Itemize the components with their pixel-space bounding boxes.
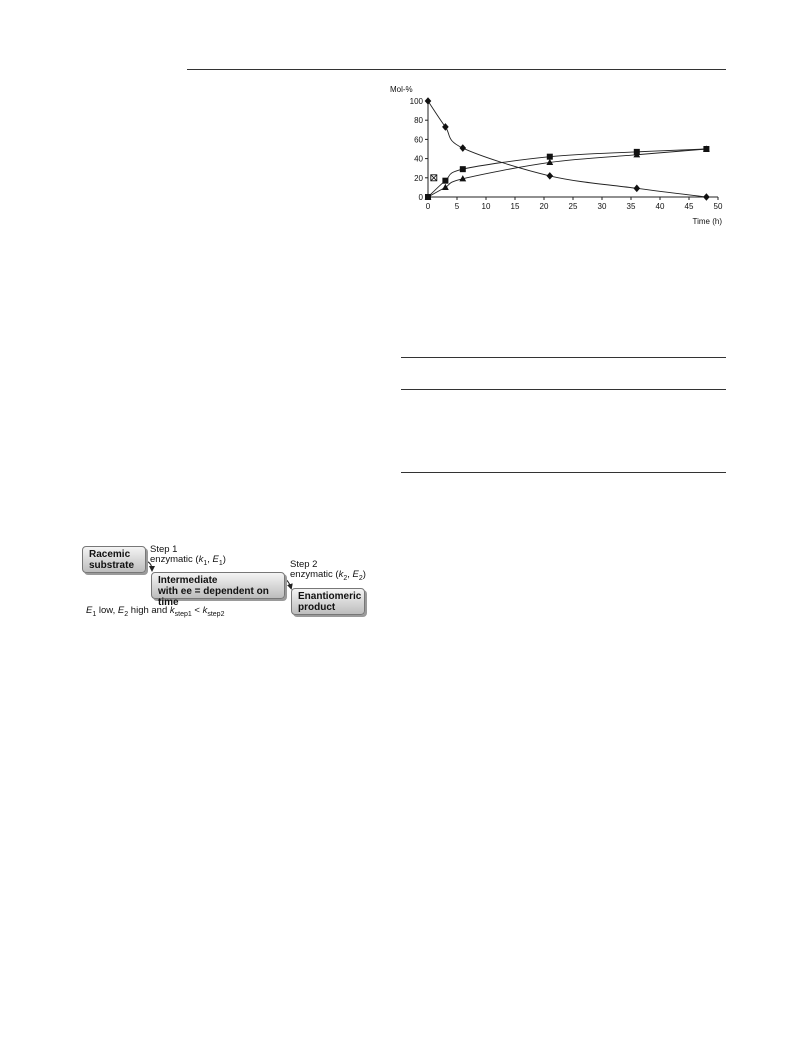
cond-e1: E <box>86 605 93 616</box>
x-tick-label: 10 <box>481 202 491 211</box>
y-axis-label: Mol-% <box>390 85 413 94</box>
racemic-substrate-box <box>82 546 146 573</box>
x-tick-label: 5 <box>454 202 460 211</box>
diamond-point <box>703 193 710 201</box>
racemic-label: Racemic <box>89 549 131 560</box>
step1-title: Step 1 <box>150 544 178 555</box>
triangle-series-line <box>428 149 706 197</box>
step1-detail <box>150 555 226 569</box>
y-tick-label: 0 <box>418 193 423 202</box>
x-tick-label: 15 <box>510 202 520 211</box>
step2-e: E <box>352 569 359 580</box>
header-rule <box>187 69 726 70</box>
step1-e: E <box>212 554 219 565</box>
diamond-series-line <box>428 101 706 197</box>
x-tick-label: 40 <box>655 202 665 211</box>
crossed-square-point <box>431 175 437 181</box>
intermediate-box <box>151 572 285 608</box>
reaction-scheme <box>80 540 380 630</box>
cond-low: low, <box>96 605 118 616</box>
step2-k-sub: 2 <box>343 574 348 582</box>
x-tick-label: 25 <box>568 202 578 211</box>
cond-e1-sub: 1 <box>92 610 97 618</box>
x-tick-label: 50 <box>713 202 723 211</box>
step1-comma: , <box>207 554 213 565</box>
enantiomeric-label: Enantiomeric <box>298 591 362 602</box>
x-tick-label: 0 <box>425 202 431 211</box>
cond-e2: E <box>117 605 125 616</box>
cond-k-step1-sub: step1 <box>174 610 192 618</box>
square-point <box>442 178 448 184</box>
y-tick-label: 100 <box>409 97 423 106</box>
intermediate-ee-label: with ee = dependent on time <box>158 586 269 608</box>
diamond-point <box>547 172 554 180</box>
cond-high: high and <box>128 605 170 616</box>
square-series-line <box>428 149 706 197</box>
diamond-point <box>634 185 641 193</box>
y-tick-label: 20 <box>414 173 423 183</box>
step1-text: enzymatic ( <box>150 554 199 565</box>
enantiomeric-product-box <box>291 588 365 615</box>
x-tick-label: 35 <box>626 202 636 211</box>
step2-detail <box>290 570 366 584</box>
step2-k: k <box>338 569 344 580</box>
table-bottom-rule <box>401 472 726 473</box>
chart-ticks <box>410 97 723 211</box>
step1-label <box>150 545 226 569</box>
x-tick-label: 45 <box>684 202 694 211</box>
step1-k-sub: 1 <box>203 559 208 567</box>
substrate-label: substrate <box>89 560 135 571</box>
cond-e2-sub: 2 <box>124 610 129 618</box>
y-tick-label: 40 <box>414 154 423 164</box>
step2-close: ) <box>362 569 366 580</box>
step2-e-sub: 2 <box>358 574 363 582</box>
step1-close: ) <box>222 554 226 565</box>
chart-axes <box>428 101 718 197</box>
cond-k-step2: k <box>202 605 208 616</box>
square-point <box>547 154 553 160</box>
chart-curves <box>428 101 706 197</box>
x-axis-label: Time (h) <box>692 217 722 226</box>
cond-k-step2-sub: step2 <box>207 610 225 618</box>
table-top-rule <box>401 357 726 358</box>
step2-text: enzymatic ( <box>290 569 339 580</box>
step1-e-sub: 1 <box>218 559 223 567</box>
condition-label <box>86 606 224 620</box>
x-tick-label: 20 <box>539 202 549 211</box>
mol-percent-time-chart <box>360 82 730 230</box>
x-tick-label: 30 <box>597 202 607 211</box>
table-header-rule <box>401 389 726 390</box>
diamond-point <box>460 144 467 152</box>
step2-label <box>290 560 366 584</box>
step1-k: k <box>198 554 204 565</box>
chart-markers <box>425 97 710 201</box>
diamond-point <box>425 97 432 105</box>
y-tick-label: 60 <box>414 135 423 145</box>
cond-lt: < <box>191 605 203 616</box>
triangle-point <box>442 184 449 190</box>
square-point <box>460 166 466 172</box>
intermediate-label: Intermediate <box>158 575 218 586</box>
step2-comma: , <box>347 569 353 580</box>
step2-title: Step 2 <box>290 559 318 570</box>
y-tick-label: 80 <box>414 116 423 126</box>
cond-k-step1: k <box>169 605 175 616</box>
product-label: product <box>298 602 336 613</box>
